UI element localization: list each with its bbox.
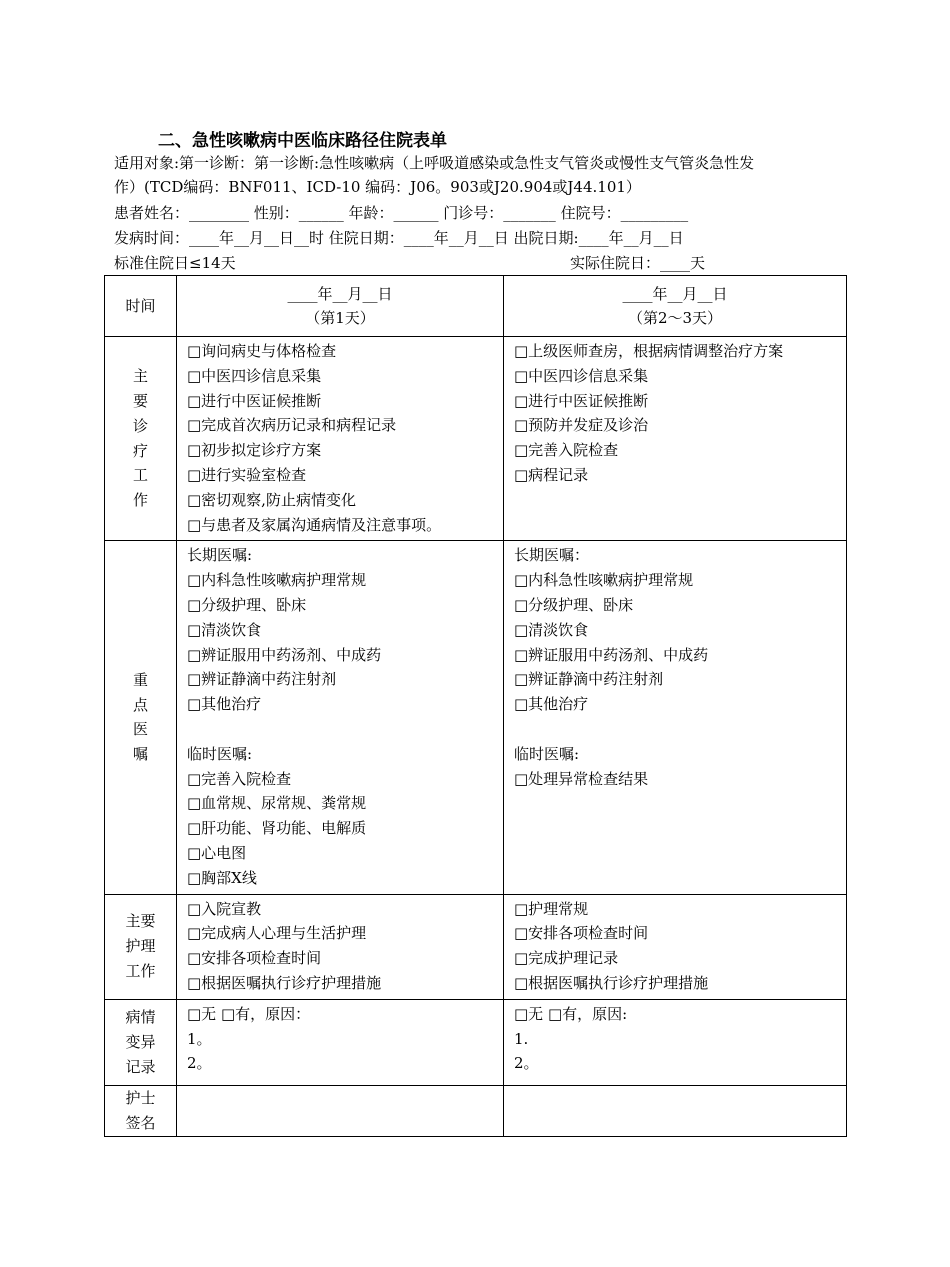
checklist-item[interactable]: □与患者及家属沟通病情及注意事项。 — [187, 515, 442, 534]
list-line: 长期医嘱: — [187, 546, 253, 565]
checklist-item[interactable]: □辨证静滴中药注射剂 — [514, 670, 664, 689]
checklist-item[interactable]: □中医四诊信息采集 — [187, 366, 322, 385]
main-work-label-text: 主 要 诊 疗 工 作 — [132, 367, 148, 510]
variation-day1-list — [177, 1000, 503, 1079]
checklist-item[interactable]: □其他治疗 — [514, 695, 589, 714]
actual-stay: 实际住院日：____天 — [570, 254, 706, 272]
day2-date: ____年__月__日 — [622, 285, 728, 303]
checklist-item[interactable]: □分级护理、卧床 — [187, 595, 307, 614]
checklist-item[interactable]: □预防并发症及诊治 — [514, 416, 649, 435]
time-label: 时间 — [105, 276, 177, 337]
orders-day1 — [177, 541, 504, 894]
nursing-day1-list — [177, 895, 503, 999]
nursing-row — [105, 894, 847, 999]
nursing-day2 — [504, 894, 847, 999]
signature-label-text: 护士 签名 — [125, 1088, 156, 1132]
orders-day2 — [504, 541, 847, 894]
main-work-label — [105, 337, 177, 541]
checklist-item[interactable]: □完成首次病历记录和病程记录 — [187, 416, 397, 435]
applicable-subject — [114, 151, 854, 199]
checklist-item[interactable]: □辨证静滴中药注射剂 — [187, 670, 337, 689]
nursing-label — [105, 894, 177, 999]
form-title: 二、急性咳嗽病中医临床路径住院表单 — [158, 131, 447, 151]
orders-day2-list — [504, 541, 846, 794]
checklist-item[interactable]: □中医四诊信息采集 — [514, 366, 649, 385]
checklist-item[interactable]: □安排各项检查时间 — [187, 949, 322, 968]
day1-label: （第1天） — [305, 309, 375, 327]
checklist-item[interactable]: □分级护理、卧床 — [514, 595, 634, 614]
orders-label-text: 重 点 医 嘱 — [132, 670, 148, 764]
checklist-item[interactable]: □内科急性咳嗽病护理常规 — [514, 571, 694, 590]
checklist-item[interactable]: □无 □有，原因： — [187, 1004, 311, 1023]
checklist-item[interactable]: □清淡饮食 — [187, 620, 262, 639]
checklist-item[interactable]: □胸部X线 — [187, 868, 257, 887]
main-work-day2-list — [504, 337, 846, 491]
list-line: 2。 — [187, 1054, 212, 1073]
list-line — [514, 717, 838, 742]
checklist-item[interactable]: □完善入院检查 — [514, 441, 619, 460]
checklist-item[interactable]: □询问病史与体格检查 — [187, 342, 337, 360]
list-line: 2。 — [514, 1054, 539, 1073]
checklist-item[interactable]: □入院宣教 — [187, 899, 262, 918]
checklist-item[interactable]: □护理常规 — [514, 899, 589, 918]
signature-day1-field[interactable] — [177, 1085, 504, 1136]
checklist-item[interactable]: □血常规、尿常规、粪常规 — [187, 794, 367, 813]
checklist-item[interactable]: □内科急性咳嗽病护理常规 — [187, 571, 367, 590]
orders-day1-list — [177, 541, 503, 893]
list-line: 1。 — [187, 1029, 212, 1048]
list-line: 长期医嘱： — [514, 546, 590, 565]
main-work-row — [105, 337, 847, 541]
checklist-item[interactable]: □病程记录 — [514, 465, 589, 484]
pathway-form-table — [104, 275, 847, 1137]
orders-row — [105, 541, 847, 894]
checklist-item[interactable]: □辨证服用中药汤剂、中成药 — [514, 645, 709, 664]
day1-date: ____年__月__日 — [287, 285, 393, 303]
checklist-item[interactable]: □根据医嘱执行诊疗护理措施 — [187, 973, 382, 992]
checklist-item[interactable]: □初步拟定诊疗方案 — [187, 441, 322, 460]
patient-info-line: 患者姓名：________ 性别：______ 年龄：______ 门诊号：_______ 住院号：_________ — [114, 204, 689, 222]
dates-line: 发病时间：____年__月__日__时 住院日期：____年__月__日 出院日期:____年__月__日 — [114, 229, 684, 247]
orders-label — [105, 541, 177, 894]
stay-line — [114, 251, 854, 275]
signature-day2-field[interactable] — [504, 1085, 847, 1136]
variation-label-text: 病情 变异 记录 — [125, 1008, 156, 1076]
checklist-item[interactable]: □无 □有，原因: — [514, 1004, 628, 1023]
signature-row — [105, 1085, 847, 1136]
checklist-item[interactable]: □其他治疗 — [187, 695, 262, 714]
checklist-item[interactable]: □辨证服用中药汤剂、中成药 — [187, 645, 382, 664]
checklist-item[interactable]: □完成病人心理与生活护理 — [187, 924, 367, 943]
checklist-item[interactable]: □根据医嘱执行诊疗护理措施 — [514, 973, 709, 992]
main-work-day1-list — [177, 337, 503, 540]
signature-label — [105, 1085, 177, 1136]
nursing-label-text: 主要 护理 工作 — [125, 912, 156, 981]
checklist-item[interactable]: □肝功能、肾功能、电解质 — [187, 819, 367, 838]
variation-day1 — [177, 999, 504, 1085]
checklist-item[interactable]: □密切观察,防止病情变化 — [187, 490, 356, 509]
checklist-item[interactable]: □进行中医证候推断 — [187, 391, 322, 410]
list-line: 临时医嘱: — [514, 744, 580, 763]
checklist-item[interactable]: □进行实验室检查 — [187, 465, 307, 484]
list-line: 1. — [514, 1029, 529, 1048]
checklist-item[interactable]: □上级医师查房，根据病情调整治疗方案 — [514, 342, 784, 360]
day2-label: （第2～3天） — [627, 309, 723, 327]
standard-stay: 标准住院日≤14天 — [114, 254, 236, 272]
day2-header — [504, 276, 847, 337]
main-work-day1 — [177, 337, 504, 541]
applicable-line-1: 适用对象:第一诊断：第一诊断:急性咳嗽病（上呼吸道感染或急性支气管炎或慢性支气管炎急性发 — [114, 154, 755, 172]
checklist-item[interactable]: □清淡饮食 — [514, 620, 589, 639]
checklist-item[interactable]: □心电图 — [187, 843, 247, 862]
checklist-item[interactable]: □完善入院检查 — [187, 769, 292, 788]
checklist-item[interactable]: □处理异常检查结果 — [514, 769, 649, 788]
time-row — [105, 276, 847, 337]
checklist-item[interactable]: □安排各项检查时间 — [514, 924, 649, 943]
variation-day2 — [504, 999, 847, 1085]
variation-row — [105, 999, 847, 1085]
day1-header — [177, 276, 504, 337]
list-line — [187, 717, 495, 742]
applicable-line-2: 作）(TCD编码：BNF011、ICD-10 编码：J06。903或J20.904或J44.101） — [114, 178, 641, 196]
variation-day2-list — [504, 1000, 846, 1079]
variation-label — [105, 999, 177, 1085]
nursing-day1 — [177, 894, 504, 999]
checklist-item[interactable]: □完成护理记录 — [514, 949, 619, 968]
nursing-day2-list — [504, 895, 846, 999]
checklist-item[interactable]: □进行中医证候推断 — [514, 391, 649, 410]
main-work-day2 — [504, 337, 847, 541]
list-line: 临时医嘱: — [187, 744, 253, 763]
